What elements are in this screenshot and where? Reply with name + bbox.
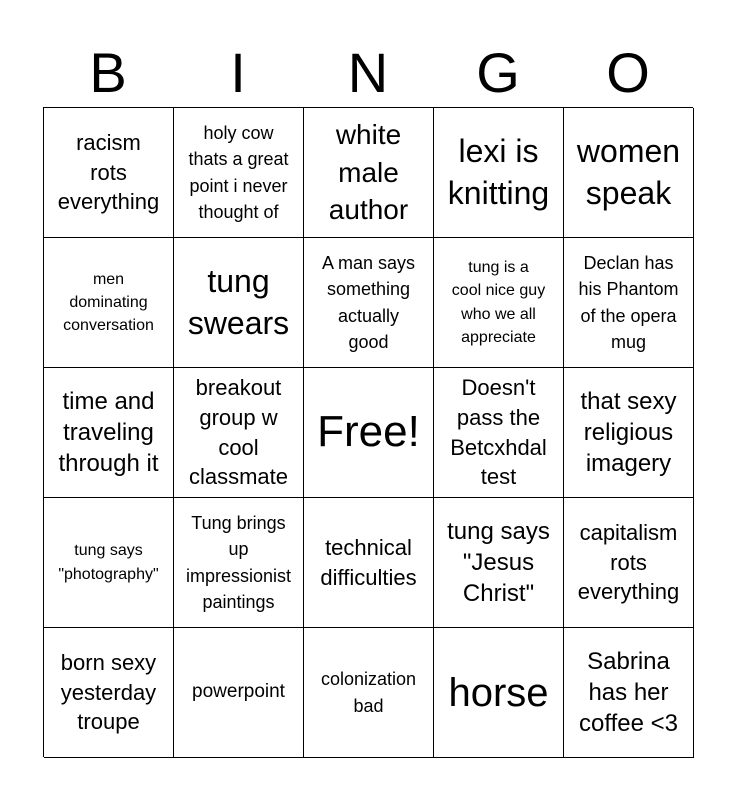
bingo-cell[interactable] xyxy=(44,238,174,368)
cell-text: Tung brings up impressionist paintings xyxy=(185,513,292,612)
cell-text: lexi is knitting xyxy=(447,132,550,211)
bingo-cell[interactable] xyxy=(304,108,434,238)
bingo-cell[interactable] xyxy=(174,238,304,368)
header-letter-b: B xyxy=(89,41,127,104)
bingo-cell[interactable] xyxy=(174,368,304,498)
cell-text: powerpoint xyxy=(192,681,285,703)
bingo-cell[interactable] xyxy=(174,498,304,628)
header-letter-n: N xyxy=(347,41,389,104)
cell-text: A man says something actually good xyxy=(321,253,416,352)
cell-text: racism rots everything xyxy=(57,129,160,215)
header-letter-o: O xyxy=(606,41,650,104)
header-letter-i: I xyxy=(230,41,246,104)
cell-text: born sexy yesterday troupe xyxy=(60,649,157,735)
cell-text: women speak xyxy=(576,132,681,211)
bingo-cell[interactable] xyxy=(564,368,694,498)
cell-text: white male author xyxy=(328,118,409,226)
cell-text: Sabrina has her coffee <3 xyxy=(579,647,678,738)
cell-text: breakout group w cool classmate xyxy=(188,375,289,490)
bingo-cell[interactable] xyxy=(434,498,564,628)
cell-text: Declan has his Phantom of the opera mug xyxy=(578,253,679,352)
cell-text: capitalism rots everything xyxy=(577,519,680,605)
cell-text: Doesn't pass the Betcxhdal test xyxy=(450,375,547,490)
bingo-cell[interactable] xyxy=(304,238,434,368)
bingo-cell[interactable] xyxy=(44,368,174,498)
cell-text: tung says "photography" xyxy=(58,542,159,583)
bingo-cell[interactable] xyxy=(434,108,564,238)
cell-text: technical difficulties xyxy=(320,534,417,590)
bingo-cell[interactable] xyxy=(564,498,694,628)
bingo-cell[interactable] xyxy=(434,628,564,758)
cell-text: time and traveling through it xyxy=(58,387,159,478)
bingo-cell[interactable] xyxy=(564,108,694,238)
cell-text: horse xyxy=(448,670,549,715)
bingo-cell[interactable] xyxy=(564,238,694,368)
bingo-cell[interactable] xyxy=(44,498,174,628)
header-letter-g: G xyxy=(476,41,520,104)
bingo-cell[interactable] xyxy=(44,628,174,758)
cell-text: tung says "Jesus Christ" xyxy=(447,517,550,608)
free-space[interactable] xyxy=(304,368,434,498)
bingo-cell[interactable] xyxy=(564,628,694,758)
cell-text: tung swears xyxy=(187,262,290,341)
bingo-board xyxy=(43,107,693,757)
cell-text: that sexy religious imagery xyxy=(580,387,677,478)
cell-text: colonization bad xyxy=(320,669,417,716)
cell-text: men dominating conversation xyxy=(63,270,154,335)
bingo-header xyxy=(43,38,693,108)
bingo-cell[interactable] xyxy=(304,498,434,628)
bingo-cell[interactable] xyxy=(174,628,304,758)
bingo-cell[interactable] xyxy=(434,238,564,368)
bingo-cell[interactable] xyxy=(174,108,304,238)
bingo-cell[interactable] xyxy=(304,628,434,758)
bingo-cell[interactable] xyxy=(434,368,564,498)
cell-text: tung is a cool nice guy who we all appreciate xyxy=(451,259,546,346)
cell-text: holy cow thats a great point i never thought of xyxy=(188,123,289,222)
bingo-cell[interactable] xyxy=(44,108,174,238)
cell-text: Free! xyxy=(317,407,420,457)
